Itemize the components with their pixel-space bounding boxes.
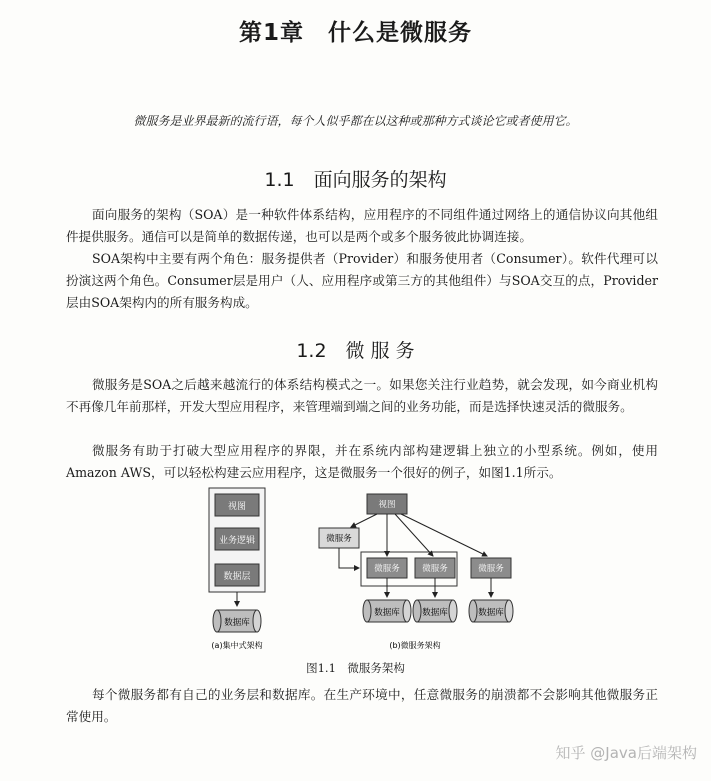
database-a-label: 数据库	[224, 618, 250, 628]
epigraph: 微服务是业界最新的流行语，每个人似乎都在以这种或那种方式谈论它或者使用它。	[133, 114, 578, 128]
figure-microservice-architecture	[195, 480, 525, 660]
section-2-title: 1.2 微 服 务	[296, 340, 415, 362]
centralized-architecture	[209, 488, 265, 650]
layer-business-logic-label: 业务逻辑	[218, 536, 256, 546]
layer-view-label: 视图	[227, 502, 247, 512]
figure-caption: 图1.1 微服务架构	[306, 661, 405, 675]
ms-micro-3-label: 微服务	[478, 564, 504, 574]
ms-micro-2-label: 微服务	[422, 564, 448, 574]
database-b1-label: 数据库	[374, 608, 400, 618]
section-1-title: 1.1 面向服务的架构	[264, 169, 447, 191]
ms-service-left-label: 微服务	[326, 534, 352, 544]
ms-micro-1-label: 微服务	[374, 564, 400, 574]
caption-a: (a)集中式架构	[211, 641, 263, 650]
layer-data-label: 数据层	[223, 572, 251, 582]
chapter-title: 第1章 什么是微服务	[238, 20, 472, 46]
watermark: 知乎 @Java后端架构	[555, 744, 697, 762]
database-cylinder-b1	[363, 600, 411, 622]
database-cylinder-b2	[413, 600, 457, 622]
database-cylinder-a	[213, 610, 261, 632]
section-2-paragraph-3: 每个微服务都有自己的业务层和数据库。在生产环境中，任意微服务的崩溃都不会影响其他微服务正常使用。	[66, 687, 658, 724]
ms-view-label: 视图	[378, 500, 396, 510]
microservice-architecture	[319, 494, 513, 650]
section-2-paragraph-1: 微服务是SOA之后越来越流行的体系结构模式之一。如果您关注行业趋势，就会发现，如今商业机构不再像几年前那样，开发大型应用程序，来管理端到端之间的业务功能，而是选择快速灵活的微服务。	[66, 377, 658, 414]
caption-b: (b)微服务架构	[389, 641, 441, 650]
section-2-paragraph-2: 微服务有助于打破大型应用程序的界限，并在系统内部构建逻辑上独立的小型系统。例如，使用Amazon AWS，可以轻松构建云应用程序，这是微服务一个很好的例子，如图1.1所示。	[66, 443, 658, 480]
database-b2-label: 数据库	[422, 608, 448, 618]
database-b3-label: 数据库	[478, 608, 504, 618]
database-cylinder-b3	[469, 600, 513, 622]
section-1-paragraph-2: SOA架构中主要有两个角色：服务提供者（Provider）和服务使用者（Consumer）。软件代理可以扮演这两个角色。Consumer层是用户（人、应用程序或第三方的其他组件）与SOA交互的点，Provider层由SOA架构内的所有服务构成。	[66, 251, 658, 310]
section-1-paragraph-1: 面向服务的架构（SOA）是一种软件体系结构，应用程序的不同组件通过网络上的通信协议向其他组件提供服务。通信可以是简单的数据传递，也可以是两个或多个服务彼此协调连接。	[66, 207, 658, 244]
